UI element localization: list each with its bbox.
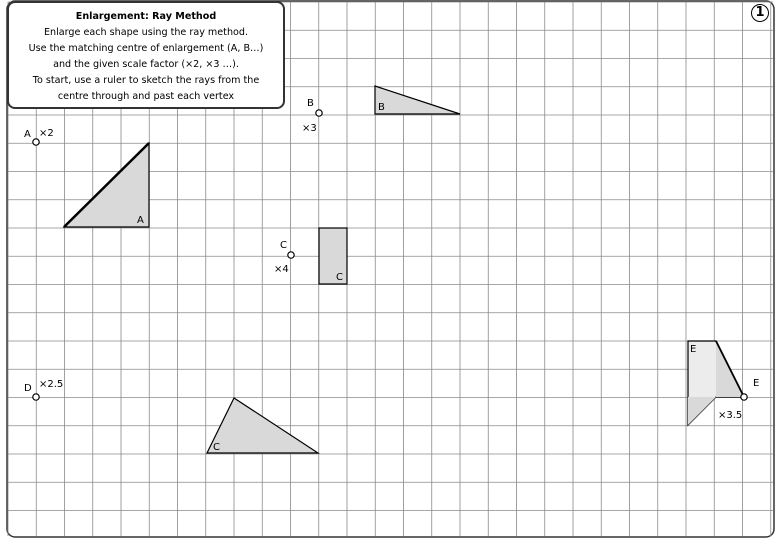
shape-d-label: C <box>213 442 220 453</box>
centre-d-letter: D <box>24 383 32 394</box>
instructions-line: Enlarge each shape using the ray method. <box>43 27 249 38</box>
shape-a-label: A <box>137 215 144 226</box>
centre-d-factor: ×2.5 <box>39 379 64 390</box>
instructions-line: To start, use a ruler to sketch the rays from the <box>32 75 260 86</box>
centre-a-factor: ×2 <box>39 128 54 139</box>
instructions-title: Enlargement: Ray Method <box>75 11 217 22</box>
centre-c-letter: C <box>280 240 287 251</box>
instructions-line: and the given scale factor (×2, ×3 …). <box>53 59 239 70</box>
centre-b-letter: B <box>307 98 314 109</box>
centre-e-factor: ×3.5 <box>718 410 743 421</box>
page-number-badge: 1 <box>751 4 769 22</box>
centre-c-factor: ×4 <box>274 264 289 275</box>
shape-e-label: E <box>690 344 697 355</box>
centre-e-letter: E <box>753 378 760 389</box>
centre-c-point <box>288 252 294 258</box>
centre-b-factor: ×3 <box>302 123 317 134</box>
shape-b-label: B <box>378 102 385 113</box>
centre-a-letter: A <box>24 129 31 140</box>
shape-c-rect-label: C <box>336 272 343 283</box>
centre-d-point <box>33 394 39 400</box>
centre-e-point <box>741 394 747 400</box>
centre-b-point <box>316 110 322 116</box>
instructions-line: centre through and past each vertex <box>57 91 235 102</box>
instructions-panel <box>7 1 285 109</box>
centre-a-point <box>33 139 39 145</box>
instructions-line: Use the matching centre of enlargement (A, B…) <box>28 43 264 54</box>
